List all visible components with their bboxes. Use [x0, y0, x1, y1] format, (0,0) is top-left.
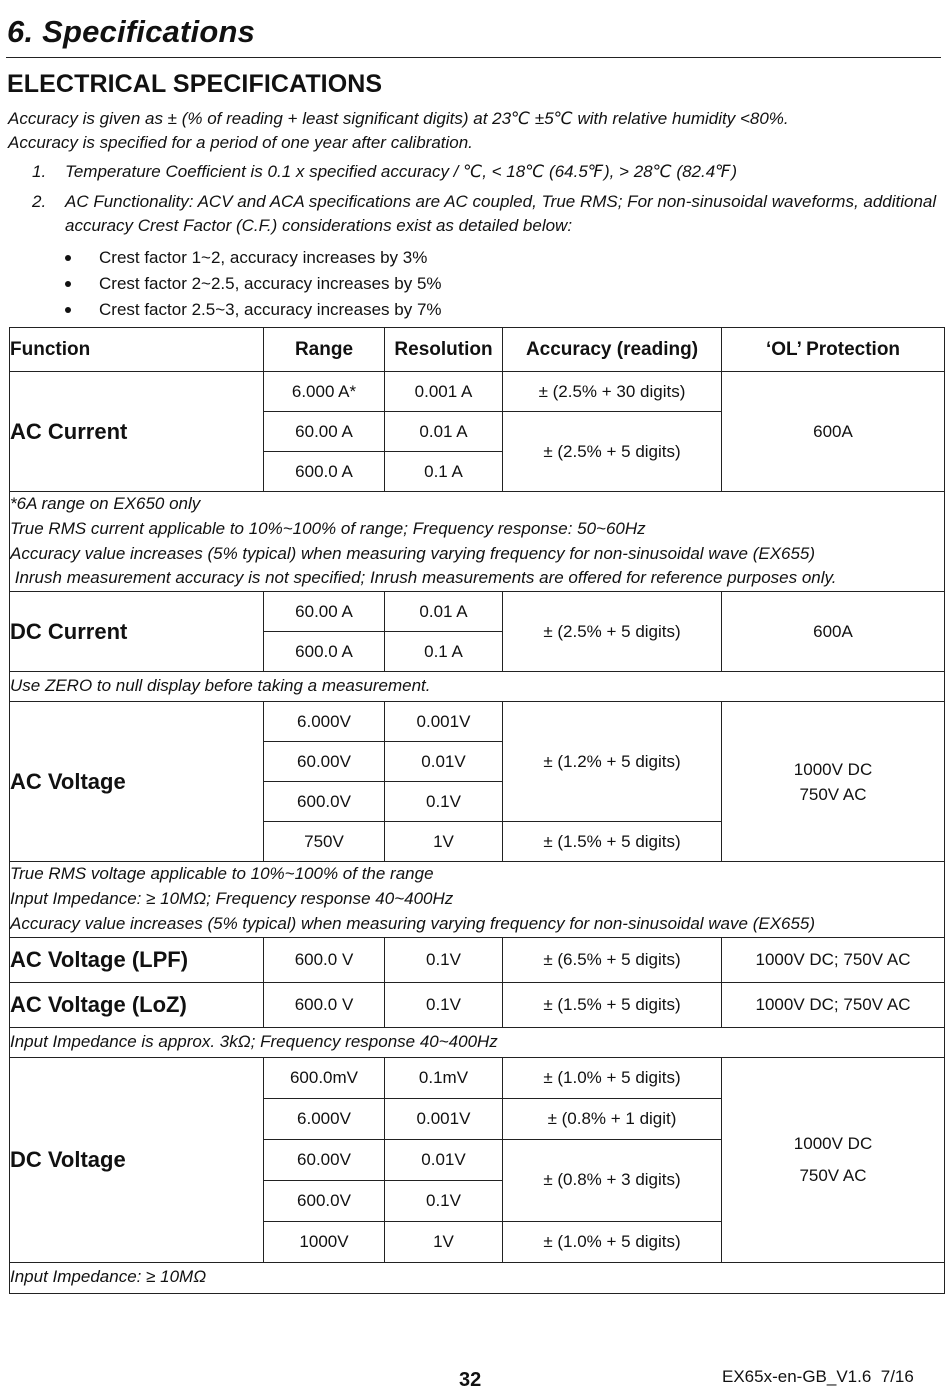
notes-row	[10, 672, 945, 702]
note-number: 1.	[32, 162, 47, 181]
function-name: DC Voltage	[10, 1057, 264, 1262]
chapter-divider	[6, 57, 941, 58]
table-header-row	[10, 328, 945, 372]
header-resolution: Resolution	[385, 328, 503, 372]
function-name: AC Current	[10, 372, 264, 492]
dc-current-note: Use ZERO to null display before taking a measurement.	[10, 672, 945, 702]
resolution-cell: 0.1V	[385, 1180, 503, 1221]
chapter-title: 6. Specifications	[7, 14, 256, 49]
crest-factor-item	[62, 297, 442, 323]
resolution-cell: 1V	[385, 1221, 503, 1262]
range-cell: 600.0 A	[264, 632, 385, 672]
range-cell: 6.000V	[264, 1098, 385, 1139]
range-cell: 1000V	[264, 1221, 385, 1262]
range-cell: 6.000 A*	[264, 372, 385, 412]
resolution-cell: 0.1 A	[385, 452, 503, 492]
note-text: Temperature Coefficient is 0.1 x specified accuracy / ℃, < 18℃ (64.5℉), > 28℃ (82.4℉)	[65, 162, 738, 181]
resolution-cell: 0.01 A	[385, 592, 503, 632]
notes-row	[10, 862, 945, 937]
function-name: AC Voltage (LPF)	[10, 937, 264, 982]
protection-cell	[722, 1057, 945, 1262]
protection-cell: 1000V DC; 750V AC	[722, 937, 945, 982]
note-number: 2.	[32, 192, 47, 211]
accuracy-cell: ± (6.5% + 5 digits)	[503, 937, 722, 982]
section-title: ELECTRICAL SPECIFICATIONS	[7, 70, 383, 98]
note-line: Accuracy value increases (5% typical) when measuring varying frequency for non-sinusoidal wave (EX655)	[10, 913, 816, 933]
electrical-spec-table	[9, 327, 945, 1294]
note-item	[8, 190, 938, 238]
accuracy-cell: ± (1.0% + 5 digits)	[503, 1221, 722, 1262]
crest-factor-text: Crest factor 2~2.5, accuracy increases by 5%	[99, 274, 442, 293]
crest-factor-item	[62, 271, 442, 297]
note-item	[8, 160, 938, 184]
note-line: Inrush measurement accuracy is not specified; Inrush measurements are offered for reference purposes only.	[10, 568, 837, 588]
resolution-cell: 0.001 A	[385, 372, 503, 412]
resolution-cell: 0.1V	[385, 782, 503, 822]
bullet-icon	[65, 307, 71, 313]
range-cell: 600.0 V	[264, 937, 385, 982]
note-line: Accuracy value increases (5% typical) when measuring varying frequency for non-sinusoidal wave (EX655)	[10, 543, 816, 563]
resolution-cell: 0.001V	[385, 1098, 503, 1139]
resolution-cell: 0.001V	[385, 702, 503, 742]
accuracy-cell: ± (0.8% + 3 digits)	[503, 1139, 722, 1221]
table-row	[10, 1057, 945, 1098]
notes-row	[10, 1027, 945, 1057]
protection-cell: 600A	[722, 372, 945, 492]
range-cell: 600.0 A	[264, 452, 385, 492]
note-line: Input Impedance: ≥ 10MΩ; Frequency response 40~400Hz	[10, 888, 454, 908]
accuracy-cell: ± (1.2% + 5 digits)	[503, 702, 722, 822]
range-cell: 60.00 A	[264, 592, 385, 632]
intro-line: Accuracy is specified for a period of one year after calibration.	[8, 133, 473, 152]
protection-line: 750V AC	[799, 784, 867, 804]
protection-line: 750V AC	[799, 1165, 867, 1185]
accuracy-cell: ± (1.5% + 5 digits)	[503, 982, 722, 1027]
header-function: Function	[10, 328, 264, 372]
protection-cell: 600A	[722, 592, 945, 672]
range-cell: 600.0 V	[264, 982, 385, 1027]
accuracy-cell: ± (0.8% + 1 digit)	[503, 1098, 722, 1139]
range-cell: 60.00V	[264, 742, 385, 782]
function-name: DC Current	[10, 592, 264, 672]
header-range: Range	[264, 328, 385, 372]
accuracy-cell: ± (2.5% + 5 digits)	[503, 592, 722, 672]
header-protection: ‘OL’ Protection	[722, 328, 945, 372]
header-accuracy: Accuracy (reading)	[503, 328, 722, 372]
resolution-cell: 0.01V	[385, 742, 503, 782]
table-row	[10, 982, 945, 1027]
range-cell: 600.0V	[264, 1180, 385, 1221]
range-cell: 600.0V	[264, 782, 385, 822]
range-cell: 6.000V	[264, 702, 385, 742]
bullet-icon	[65, 255, 71, 261]
range-cell: 60.00V	[264, 1139, 385, 1180]
intro-line: Accuracy is given as ± (% of reading + least significant digits) at 23℃ ±5℃ with relative humidity <80%.	[8, 109, 789, 128]
ac-voltage-loz-note: Input Impedance is approx. 3kΩ; Frequency response 40~400Hz	[10, 1027, 945, 1057]
crest-factor-item	[62, 245, 442, 271]
dc-voltage-note: Input Impedance: ≥ 10MΩ	[10, 1262, 945, 1293]
accuracy-cell: ± (2.5% + 5 digits)	[503, 412, 722, 492]
range-cell: 60.00 A	[264, 412, 385, 452]
range-cell: 750V	[264, 822, 385, 862]
resolution-cell: 0.1 A	[385, 632, 503, 672]
crest-factor-text: Crest factor 1~2, accuracy increases by 3%	[99, 248, 428, 267]
page-number: 32	[459, 1369, 482, 1391]
resolution-cell: 1V	[385, 822, 503, 862]
table-row	[10, 372, 945, 412]
function-name: AC Voltage	[10, 702, 264, 862]
note-line: True RMS current applicable to 10%~100% of range; Frequency response: 50~60Hz	[10, 518, 646, 538]
accuracy-cell: ± (1.5% + 5 digits)	[503, 822, 722, 862]
note-text: AC Functionality: ACV and ACA specifications are AC coupled, True RMS; For non-sinusoidal waveforms, additional accuracy Crest Factor (C.F.) considerations exist as detailed below:	[65, 192, 937, 235]
accuracy-cell: ± (1.0% + 5 digits)	[503, 1057, 722, 1098]
ac-voltage-notes	[10, 862, 945, 937]
accuracy-cell: ± (2.5% + 30 digits)	[503, 372, 722, 412]
note-line: True RMS voltage applicable to 10%~100% of the range	[10, 864, 434, 884]
protection-cell: 1000V DC; 750V AC	[722, 982, 945, 1027]
document-id: EX65x-en-GB_V1.6 7/16	[722, 1367, 914, 1386]
function-name: AC Voltage (LoZ)	[10, 982, 264, 1027]
table-row	[10, 937, 945, 982]
protection-cell	[722, 702, 945, 862]
notes-list	[8, 160, 938, 244]
ac-current-notes	[10, 492, 945, 592]
resolution-cell: 0.1V	[385, 937, 503, 982]
protection-line: 1000V DC	[793, 759, 873, 779]
note-line: *6A range on EX650 only	[10, 494, 201, 513]
bullet-icon	[65, 281, 71, 287]
range-cell: 600.0mV	[264, 1057, 385, 1098]
resolution-cell: 0.1V	[385, 982, 503, 1027]
resolution-cell: 0.1mV	[385, 1057, 503, 1098]
protection-line: 1000V DC	[793, 1133, 873, 1153]
resolution-cell: 0.01V	[385, 1139, 503, 1180]
table-row	[10, 592, 945, 632]
resolution-cell: 0.01 A	[385, 412, 503, 452]
crest-factor-text: Crest factor 2.5~3, accuracy increases by 7%	[99, 300, 442, 319]
notes-row	[10, 492, 945, 592]
crest-factor-list	[62, 245, 442, 323]
accuracy-intro	[8, 107, 938, 155]
notes-row	[10, 1262, 945, 1293]
table-row	[10, 702, 945, 742]
